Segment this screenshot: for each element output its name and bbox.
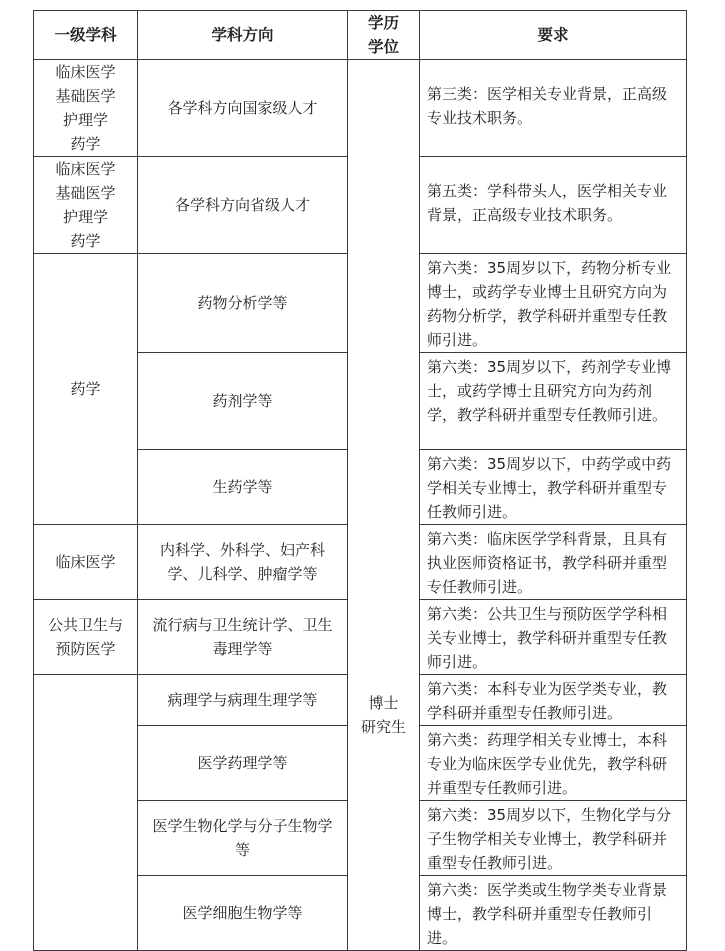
header-degree-line1: 学历 — [367, 14, 399, 32]
table-row — [34, 60, 687, 157]
subject-line: 基础医学 — [55, 184, 116, 202]
subject-cell: 临床医学 — [34, 525, 138, 600]
header-subject: 一级学科 — [34, 11, 138, 60]
requirement-cell: 第三类：医学相关专业背景，正高级专业技术职务。 — [420, 60, 687, 157]
subject-line: 护理学 — [62, 111, 108, 129]
subject-line: 公共卫生与 — [47, 616, 123, 634]
subject-cell — [34, 60, 138, 157]
header-direction: 学科方向 — [138, 11, 348, 60]
requirement-cell: 第六类：35周岁以下，药剂学专业博士，或药学博士且研究方向为药剂学，教学科研并重型专任教师引进。 — [420, 353, 687, 450]
subject-line: 预防医学 — [55, 640, 116, 658]
direction-cell: 医学生物化学与分子生物学等 — [138, 801, 348, 876]
requirement-cell: 第六类：35周岁以下，药物分析专业博士，或药学专业博士且研究方向为药物分析学，教学科研并重型专任教师引进。 — [420, 254, 687, 353]
header-row — [34, 11, 687, 60]
requirement-cell: 第六类：本科专业为医学类专业，教学科研并重型专任教师引进。 — [420, 675, 687, 726]
subject-cell — [34, 600, 138, 675]
subject-line: 基础医学 — [55, 87, 116, 105]
direction-cell: 病理学与病理生理学等 — [138, 675, 348, 726]
direction-cell: 药物分析学等 — [138, 254, 348, 353]
requirement-cell: 第六类：35周岁以下，中药学或中药学相关专业博士，教学科研并重型专任教师引进。 — [420, 450, 687, 525]
direction-cell: 医学药理学等 — [138, 726, 348, 801]
direction-cell: 医学细胞生物学等 — [138, 876, 348, 951]
header-requirement: 要求 — [420, 11, 687, 60]
subject-cell-empty — [34, 675, 138, 951]
subject-line: 临床医学 — [55, 160, 116, 178]
subject-cell — [34, 157, 138, 254]
requirement-cell: 第六类：临床医学学科背景，且具有执业医师资格证书，教学科研并重型专任教师引进。 — [420, 525, 687, 600]
direction-cell: 药剂学等 — [138, 353, 348, 450]
recruitment-table — [33, 10, 687, 951]
requirement-cell: 第六类：公共卫生与预防医学学科相关专业博士，教学科研并重型专任教师引进。 — [420, 600, 687, 675]
subject-line: 药学 — [70, 135, 101, 153]
requirement-cell: 第六类：药理学相关专业博士，本科专业为临床医学专业优先，教学科研并重型专任教师引进。 — [420, 726, 687, 801]
header-degree — [348, 11, 420, 60]
header-degree-line2: 学位 — [367, 38, 399, 56]
direction-cell: 各学科方向国家级人才 — [138, 60, 348, 157]
direction-cell: 流行病与卫生统计学、卫生毒理学等 — [138, 600, 348, 675]
subject-line: 药学 — [70, 232, 101, 250]
degree-line1: 博士 — [368, 694, 399, 712]
degree-line2: 研究生 — [360, 718, 406, 736]
requirement-cell: 第五类：学科带头人，医学相关专业背景，正高级专业技术职务。 — [420, 157, 687, 254]
direction-cell: 各学科方向省级人才 — [138, 157, 348, 254]
degree-cell — [348, 60, 420, 951]
subject-line: 临床医学 — [55, 63, 116, 81]
requirement-cell: 第六类：35周岁以下，生物化学与分子生物学相关专业博士，教学科研并重型专任教师引进。 — [420, 801, 687, 876]
subject-line: 护理学 — [62, 208, 108, 226]
subject-cell: 药学 — [34, 254, 138, 525]
direction-cell: 内科学、外科学、妇产科学、儿科学、肿瘤学等 — [138, 525, 348, 600]
direction-cell: 生药学等 — [138, 450, 348, 525]
requirement-cell: 第六类：医学类或生物学类专业背景博士，教学科研并重型专任教师引进。 — [420, 876, 687, 951]
